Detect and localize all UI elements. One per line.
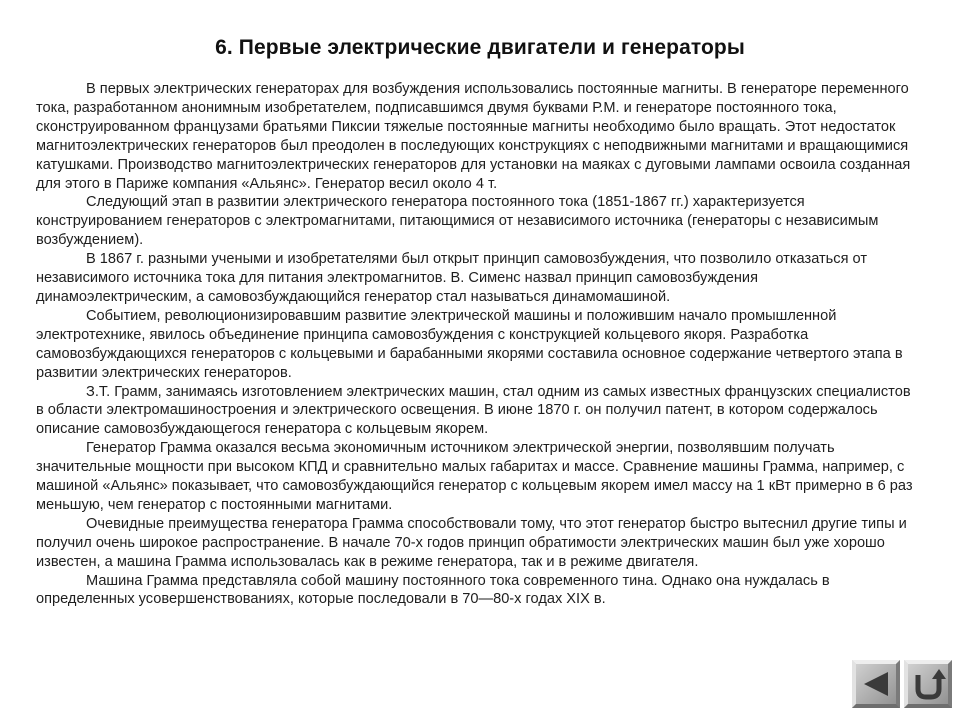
triangle-left-icon (852, 660, 900, 708)
document-body (36, 80, 916, 609)
paragraph-2: Следующий этап в развитии электрического генератора постоянного тока (1851-1867 гг.) характеризуется конструированием генераторов с электромагнитами, питающимися от независимого источника (генераторы с независимым возбуждением). (36, 194, 879, 249)
paragraph-8: Машина Грамма представляла собой машину постоянного тока современного тина. Однако она нуждалась в определенных усовершенствованиях, которые последовали в 70—80-х годах XIX в. (36, 572, 830, 608)
paragraph-5: З.Т. Грамм, занимаясь изготовлением электрических машин, стал одним из самых известных французских специалистов в области электромашиностроения и электрического освещения. В июне 1870 г. он получил патент, в котором содержалось описание самовозбуждающегося генератора с кольцевым якорем. (36, 383, 911, 438)
paragraph-4: Событием, революционизировавшим развитие электрической машины и положившим начало промышленной электротехнике, явилось объединение принципа самовозбуждения с конструкцией кольцевого якоря. Разработка самовозбуждающихся генераторов с кольцевыми и барабанными якорями составила основное содержание четвертого этапа в развитии электрических генераторов. (36, 307, 903, 381)
paragraph-7: Очевидные преимущества генератора Грамма способствовали тому, что этот генератор быстро вытеснил другие типы и получил очень широкое распространение. В начале 70-х годов принцип обратимости электрических машин был уже хорошо известен, а машина Грамма использовалась как в режиме генератора, так и в режиме двигателя. (36, 515, 907, 570)
return-button[interactable] (904, 660, 952, 708)
u-turn-arrow-icon (904, 660, 952, 708)
page-title: 6. Первые электрические двигатели и генераторы (215, 36, 745, 59)
paragraph-6: Генератор Грамма оказался весьма экономичным источником электрической энергии, позволявшим получать значительные мощности при высоком КПД и сравнительно малых габаритах и массе. Сравнение машины Грамма, например, с машиной «Альянс» показывает, что самовозбуждающийся генератор с кольцевым якорем имел массу на 1 кВт примерно в 6 раз меньшую, чем генератор с постоянными магнитами. (36, 440, 913, 513)
paragraph-3: В 1867 г. разными учеными и изобретателями был открыт принцип самовозбуждения, что позволило отказаться от независимого источника тока для питания электромагнитов. В. Сименс назвал принцип самовозбуждения динамоэлектрическим, а самовозбуждающийся генератор стал называться динамомашиной. (36, 251, 868, 305)
previous-slide-button[interactable] (852, 660, 900, 708)
paragraph-1: В первых электрических генераторах для возбуждения использовались постоянные магниты. В генераторе переменного тока, разработанном анонимным изобретателем, подписавшимся двумя буквами Р.М. и генераторе постоянного тока, сконструированном французами братьями Пиксии тяжелые постоянные магниты необходимо было вращать. Этот недостаток магнитоэлектрических генераторов был преодолен в последующих конструкциях с неподвижными магнитами и вращающимися катушками. Производство магнитоэлектрических генераторов для установки на маяках с дуговыми лампами освоила созданная для этого в Париже компания «Альянс». Генератор весил около 4 т. (36, 81, 911, 192)
